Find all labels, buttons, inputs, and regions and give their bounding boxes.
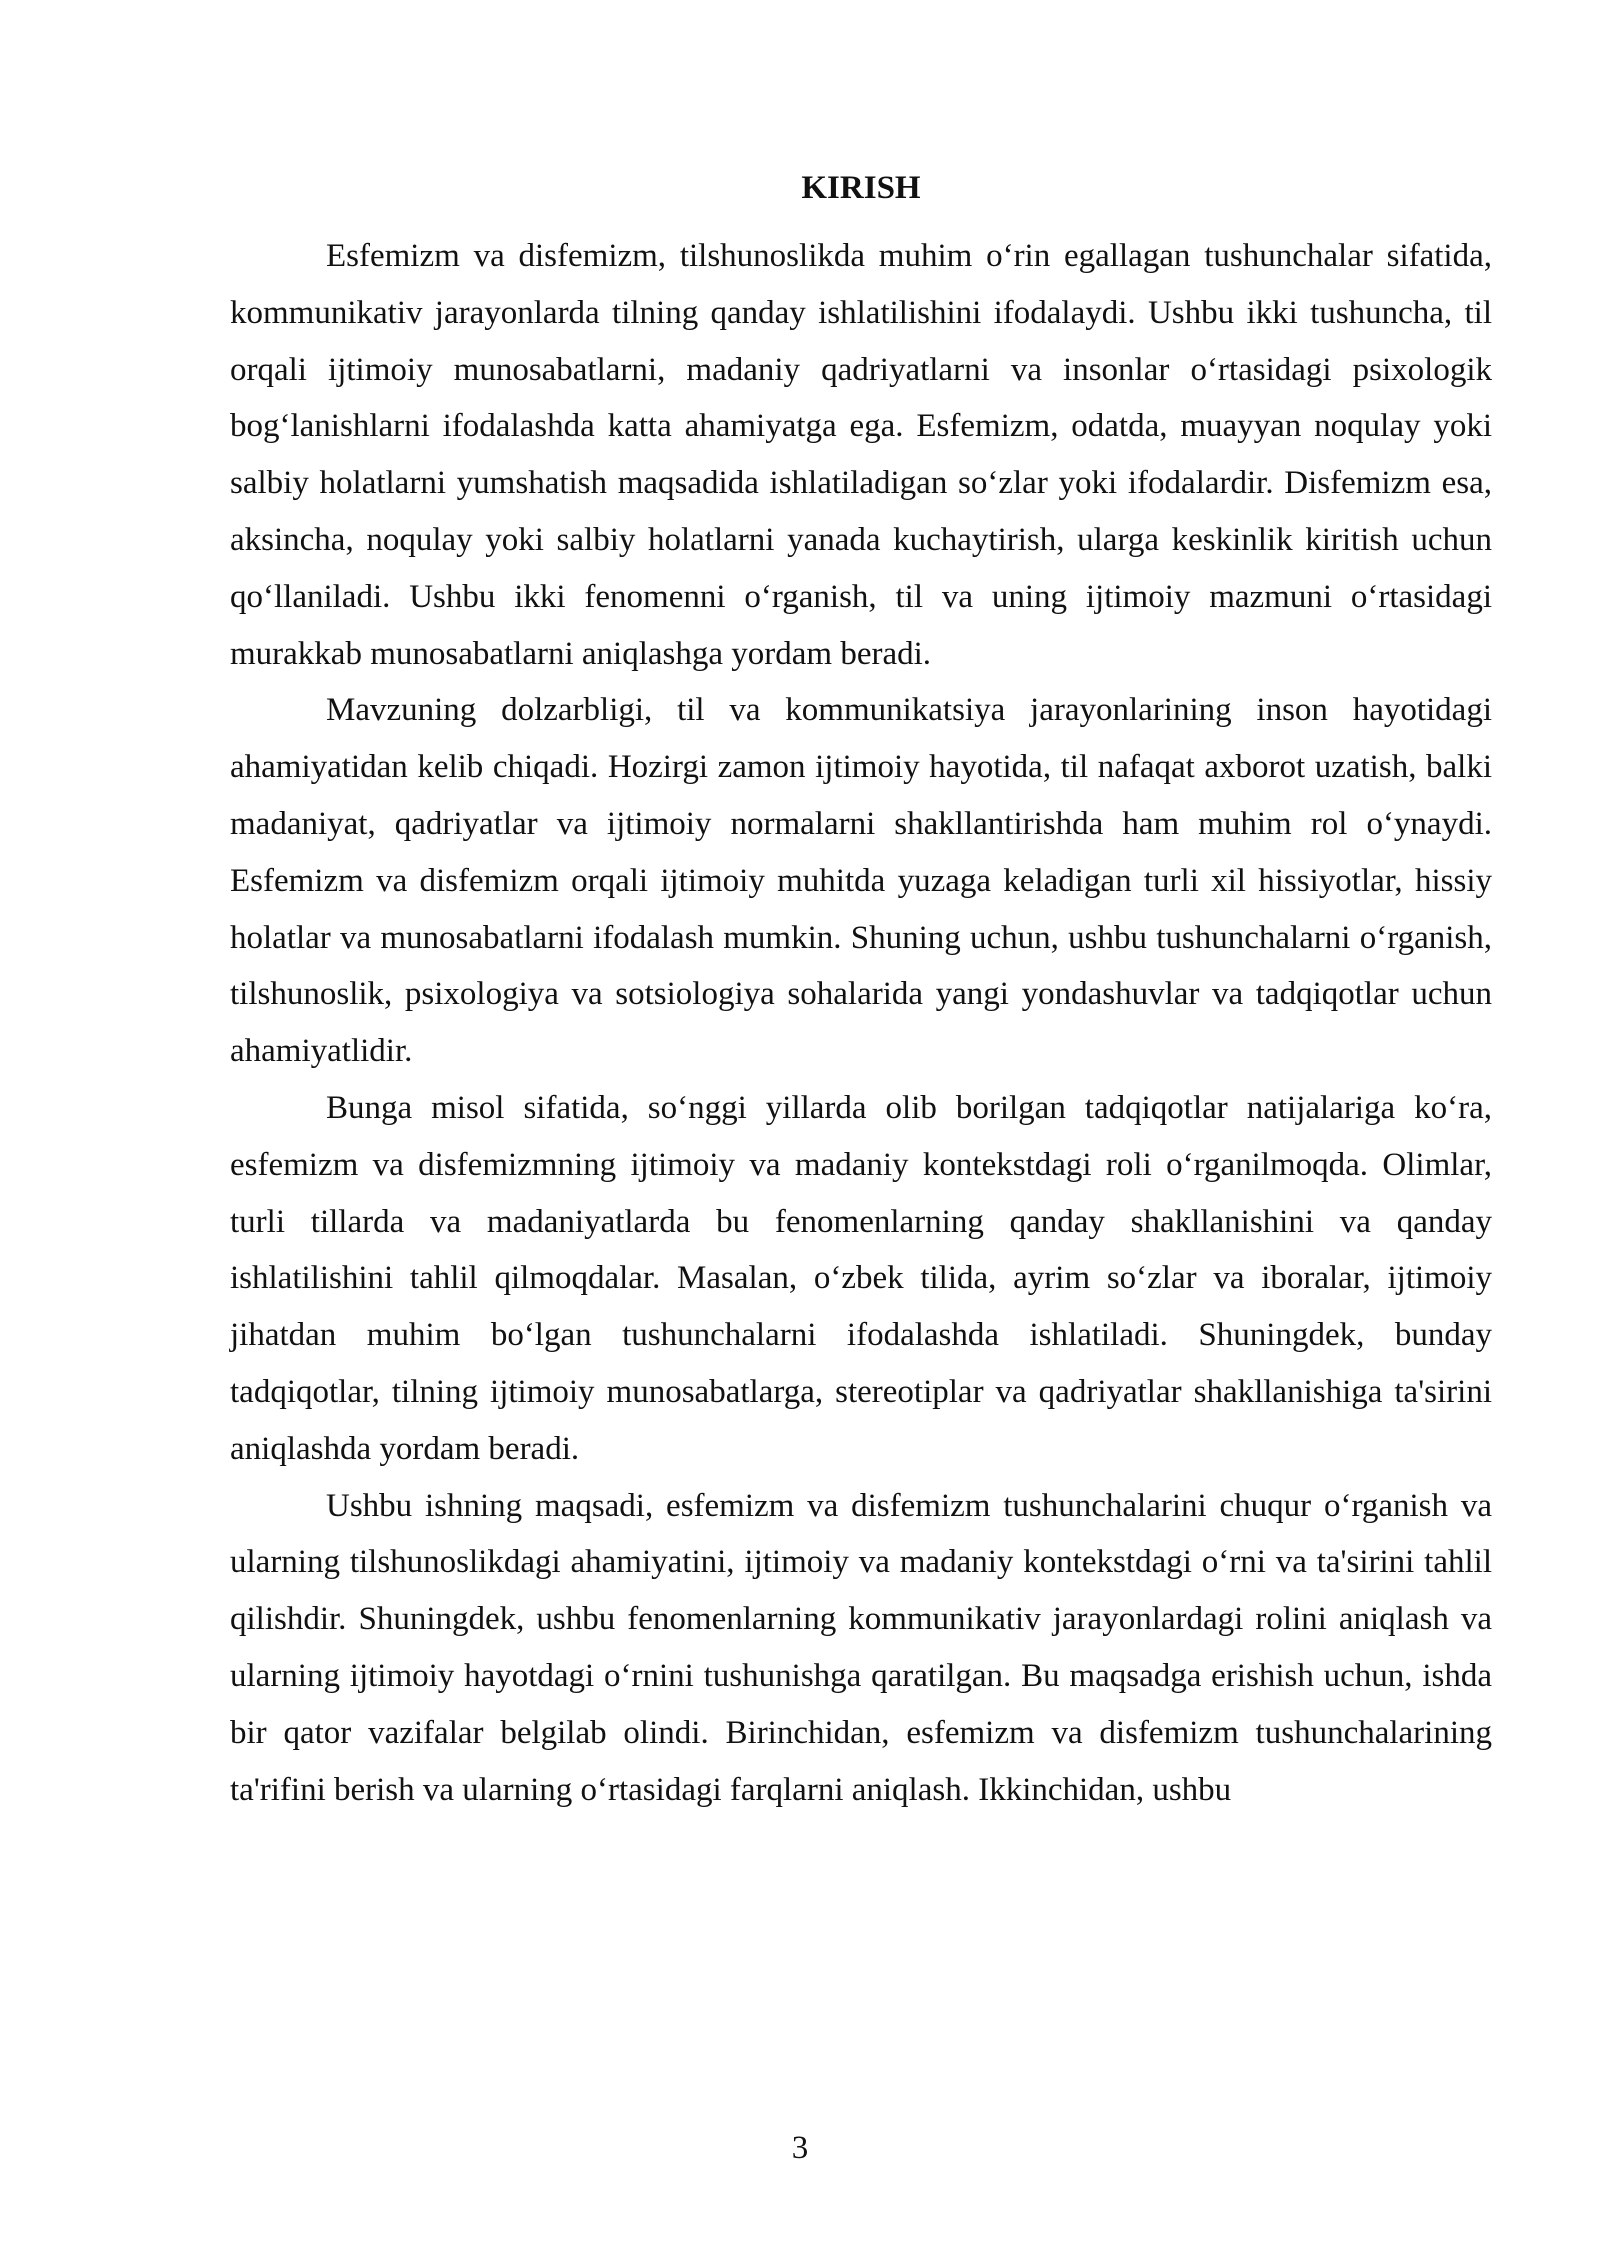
paragraph-3: Bunga misol sifatida, so‘nggi yillarda olib borilgan tadqiqotlar natijalariga ko‘ra, esfemizm va disfemizmning ijtimoiy va madaniy kontekstdagi roli o‘rganilmoqda. Olimlar, turli tillarda va madaniyatlarda bu fenomenlarning qanday shakllanishini va qanday ishlatilishini tahlil qilmoqdalar. Masalan, o‘zbek tilida, ayrim so‘zlar va iboralar, ijtimoiy jihatdan muhim bo‘lgan tushunchalarni ifodalashda ishlatiladi. Shuningdek, bunday tadqiqotlar, tilning ijtimoiy munosabatlarga, stereotiplar va qadriyatlar shakllanishiga ta'sirini aniqlashda yordam beradi. xyxy=(230,1089,1492,1467)
paragraph-4: Ushbu ishning maqsadi, esfemizm va disfemizm tushunchalarini chuqur o‘rganish va ularning tilshunoslikdagi ahamiyatini, ijtimoiy va madaniy kontekstdagi o‘rni va ta'sirini tahlil qilishdir. Shuningdek, ushbu fenomenlarning kommunikativ jarayonlardagi rolini aniqlash va ularning ijtimoiy hayotdagi o‘rnini tushunishga qaratilgan. Bu maqsadga erishish uchun, ishda bir qator vazifalar belgilab olindi. Birinchidan, esfemizm va disfemizm tushunchalarining ta'rifini berish va ularning o‘rtasidagi farqlarni aniqlash. Ikkinchidan, ushbu xyxy=(230,1487,1492,1808)
paragraph-2: Mavzuning dolzarbligi, til va kommunikatsiya jarayonlarining inson hayotidagi ahamiyatidan kelib chiqadi. Hozirgi zamon ijtimoiy hayotida, til nafaqat axborot uzatish, balki madaniyat, qadriyatlar va ijtimoiy normalarni shakllantirishda ham muhim rol o‘ynaydi. Esfemizm va disfemizm orqali ijtimoiy muhitda yuzaga keladigan turli xil hissiyotlar, hissiy holatlar va munosabatlarni ifodalash mumkin. Shuning uchun, ushbu tushunchalarni o‘rganish, tilshunoslik, psixologiya va sotsiologiya sohalarida yangi yondashuvlar va tadqiqotlar uchun ahamiyatlidir. xyxy=(230,692,1492,1070)
page-number: 3 xyxy=(791,2130,809,2166)
page-content xyxy=(230,160,1492,1818)
paragraph-1: Esfemizm va disfemizm, tilshunoslikda muhim o‘rin egallagan tushunchalar sifatida, kommunikativ jarayonlarda tilning qanday ishlatilishini ifodalaydi. Ushbu ikki tushuncha, til orqali ijtimoiy munosabatlarni, madaniy qadriyatlarni va insonlar o‘rtasidagi psixologik bog‘lanishlarni ifodalashda katta ahamiyatga ega. Esfemizm, odatda, muayyan noqulay yoki salbiy holatlarni yumshatish maqsadida ishlatiladigan so‘zlar yoki ifodalardir. Disfemizm esa, aksincha, noqulay yoki salbiy holatlarni yanada kuchaytirish, ularga keskinlik kiritish uchun qo‘llaniladi. Ushbu ikki fenomenni o‘rganish, til va uning ijtimoiy mazmuni o‘rtasidagi murakkab munosabatlarni aniqlashga yordam beradi. xyxy=(230,238,1492,672)
section-title: KIRISH xyxy=(801,170,921,206)
